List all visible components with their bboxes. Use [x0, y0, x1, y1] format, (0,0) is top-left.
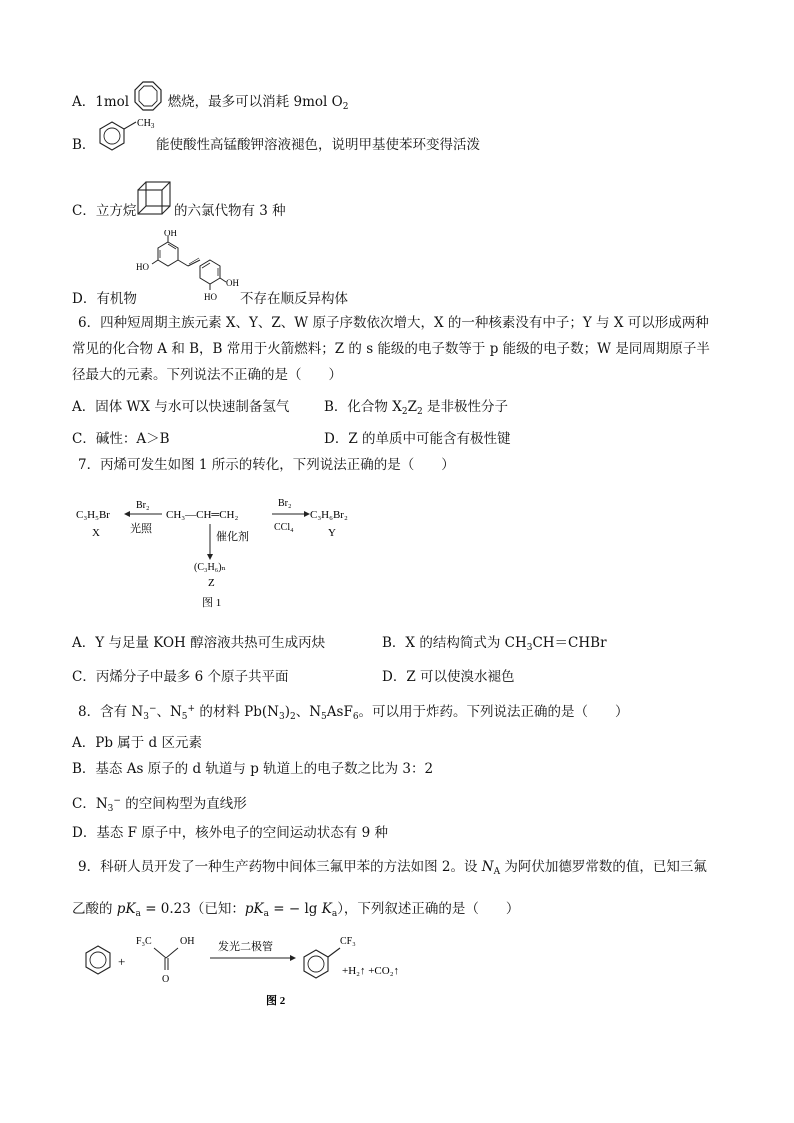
q6-stem-line1: 6．四种短周期主族元素 X、Y、Z、W 原子序数依次增大，X 的一种核素没有中子；Y 与 X 可以形成两种 [78, 315, 709, 331]
q6-option-a: A．固体 WX 与水可以快速制备氢气 [72, 399, 290, 415]
svg-text:+H₂↑ +CO₂↑: +H₂↑ +CO₂↑ [342, 965, 400, 977]
svg-text:图 1: 图 1 [202, 597, 222, 609]
q7-option-d: D．Z 可以使溴水褪色 [382, 669, 515, 685]
cubane-structure [134, 178, 174, 218]
toluene-structure [94, 116, 156, 156]
q9-stem-line1: 9．科研人员开发了一种生产药物中间体三氟甲苯的方法如图 2。设 $N_A$ 为阿伏加德罗常数的值，已知三氟 [78, 859, 707, 877]
q8-stem: 8．含有 $N_3^-$、$N_5^+$ 的材料 $Pb(N_3)_2$、$N_5AsF_6$。可以用于炸药。下列说法正确的是（ ） [78, 704, 629, 722]
svg-text:OH: OH [164, 230, 177, 238]
q6-stem-line2: 常见的化合物 A 和 B，B 常用于火箭燃料；Z 的 s 能级的电子数等于 p 能级的电子数；W 是同周期原子半 [72, 341, 710, 357]
stilbene-polyphenol-structure [134, 230, 244, 304]
q8-option-a: A．Pb 属于 d 区元素 [72, 735, 202, 751]
q5-option-a: A．1mol 燃烧，最多可以消耗 9mol $O_2$ [72, 80, 348, 116]
svg-text:CF₃: CF₃ [340, 936, 356, 947]
svg-text:Br₂: Br₂ [278, 498, 292, 509]
q8-option-b: B．基态 As 原子的 d 轨道与 p 轨道上的电子数之比为 3：2 [72, 761, 434, 777]
ch3-label: $CH_3$ [137, 118, 155, 130]
svg-text:C₃H₅Br: C₃H₅Br [76, 509, 110, 521]
svg-text:F₃C: F₃C [136, 936, 152, 947]
q7-option-a: A．Y 与足量 KOH 醇溶液共热可生成丙炔 [72, 635, 326, 651]
q7-option-c: C．丙烯分子中最多 6 个原子共平面 [72, 669, 289, 685]
svg-text:CCl₄: CCl₄ [274, 522, 294, 533]
svg-text:OH: OH [180, 936, 195, 947]
q8-option-c: C．$N_3^-$ 的空间构型为直线形 [72, 796, 247, 814]
q5-option-b: B． [72, 137, 96, 153]
svg-text:(C₃H₆)ₙ: (C₃H₆)ₙ [194, 562, 226, 573]
q8-option-d: D．基态 F 原子中，核外电子的空间运动状态有 9 种 [72, 825, 388, 841]
q7-stem: 7．丙烯可发生如图 1 所示的转化，下列说法正确的是（ ） [78, 457, 455, 473]
svg-text:OH: OH [226, 278, 239, 288]
q6-option-b: B．化合物 $X_2Z_2$ 是非极性分子 [324, 399, 508, 417]
svg-text:HO: HO [136, 262, 149, 272]
figure-1-propene-scheme [74, 494, 374, 610]
cyclooctatetraene-structure [133, 80, 163, 114]
q5-option-d-prefix: D．有机物 [72, 291, 137, 307]
q7-option-b: B．X 的结构简式为 $CH_3CH=CHBr$ [382, 635, 607, 653]
figure-2-trifluorotoluene-scheme [80, 930, 460, 1010]
q6-option-c: C．碱性：A＞B [72, 431, 170, 447]
svg-text:C₃H₆Br₂: C₃H₆Br₂ [310, 509, 348, 521]
q9-stem-line2: 乙酸的 $pK_a = 0.23$（已知：$pK_a$ = − $\lg K_a$），下列叙述正确的是（ ） [72, 901, 520, 919]
svg-text:催化剂: 催化剂 [216, 531, 249, 543]
svg-text:Z: Z [208, 577, 215, 589]
svg-text:CH₃—CH═CH₂: CH₃—CH═CH₂ [166, 509, 239, 521]
q5-option-c-prefix: C．立方烷 [72, 203, 137, 219]
svg-text:HO: HO [204, 292, 217, 302]
svg-text:图 2: 图 2 [266, 995, 286, 1007]
svg-text:Y: Y [328, 527, 336, 539]
svg-text:X: X [92, 527, 100, 539]
svg-text:Br₂: Br₂ [136, 500, 150, 511]
svg-text:光照: 光照 [130, 523, 152, 535]
q6-stem-line3: 径最大的元素。下列说法不正确的是（ ） [72, 367, 342, 383]
q5-option-d-text: 不存在顺反异构体 [240, 291, 348, 307]
svg-text:O: O [162, 974, 170, 985]
svg-text:+: + [118, 954, 126, 969]
svg-text:发光二极管: 发光二极管 [218, 941, 273, 953]
q6-option-d: D．Z 的单质中可能含有极性键 [324, 431, 511, 447]
q5-option-b-text: 能使酸性高锰酸钾溶液褪色，说明甲基使苯环变得活泼 [156, 137, 480, 153]
q5-option-c-text: 的六氯代物有 3 种 [174, 203, 286, 219]
